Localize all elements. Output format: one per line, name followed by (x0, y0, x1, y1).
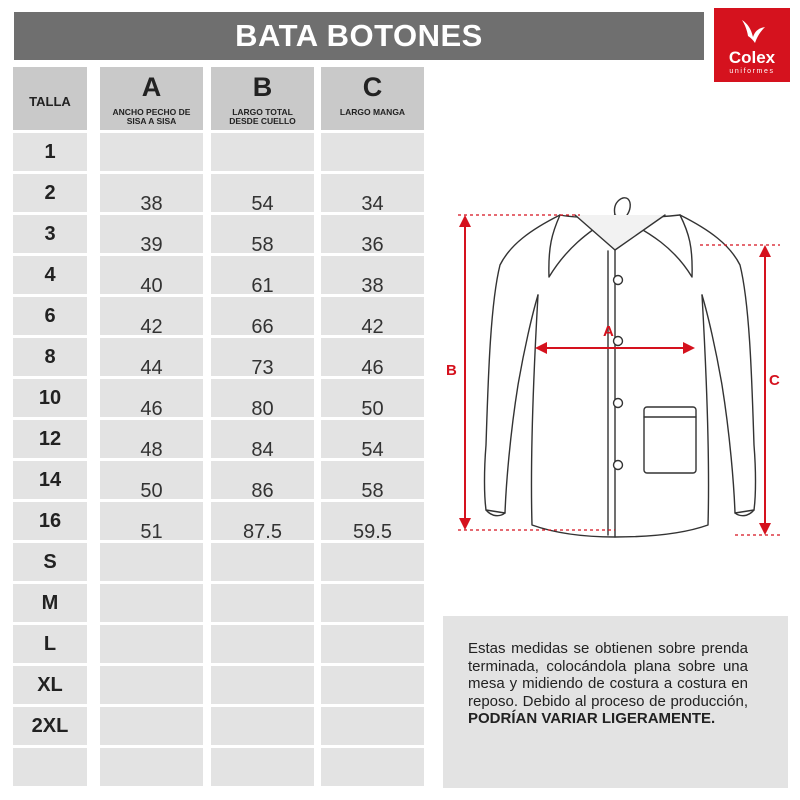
measurement-value: 50 (361, 398, 384, 420)
measurement-value: 80 (251, 398, 274, 420)
size-label: 14 (38, 469, 62, 491)
measurement-value: 40 (140, 275, 163, 297)
table-cell (100, 584, 203, 622)
size-label: L (43, 633, 57, 655)
measurement-value: 36 (361, 234, 384, 256)
table-cell (211, 666, 314, 704)
measurement-value: 38 (361, 275, 384, 297)
measurement-value: 51 (140, 521, 163, 543)
measurement-value: 34 (361, 193, 384, 215)
dimension-label-a: A (603, 323, 614, 340)
dimension-label-c: C (769, 372, 780, 389)
size-label: XL (37, 674, 63, 696)
size-label: 3 (44, 223, 56, 245)
table-cell (13, 748, 87, 786)
column-letter: A (141, 72, 162, 102)
measurement-value: 54 (361, 439, 384, 461)
measurement-value: 54 (251, 193, 274, 215)
note-text: Estas medidas se obtienen sobre prenda terminada, colocándola plana sobre una mesa y midiendo de costura a costura en reposo. Debido al proceso de producción, (468, 640, 748, 710)
size-column-header: TALLA (29, 94, 71, 109)
column-description: ANCHO PECHO DE SISA A SISA (112, 107, 191, 126)
measurement-value: 44 (140, 357, 163, 379)
size-label: 16 (38, 510, 62, 532)
size-label: 1 (44, 141, 56, 163)
table-cell (100, 748, 203, 786)
table-cell (100, 707, 203, 745)
measurement-value: 87.5 (243, 521, 282, 543)
measurement-value: 46 (140, 398, 163, 420)
size-label: 2 (44, 182, 56, 204)
measurement-value: 61 (251, 275, 274, 297)
measurement-value: 58 (361, 480, 384, 502)
measurement-value: 38 (140, 193, 163, 215)
measurement-value: 46 (361, 357, 384, 379)
size-label: 10 (38, 387, 62, 409)
brand-name: Colex (728, 48, 776, 67)
measurement-value: 73 (251, 357, 274, 379)
page-title: BATA BOTONES (235, 18, 483, 53)
size-label: M (41, 592, 59, 614)
table-cell (321, 666, 424, 704)
jacket-icon (440, 185, 790, 550)
colex-logo (714, 8, 790, 82)
table-cell (100, 543, 203, 581)
measurement-value: 86 (251, 480, 274, 502)
table-cell (211, 707, 314, 745)
measurement-value: 39 (140, 234, 163, 256)
size-label: 4 (44, 264, 56, 286)
size-label: 2XL (31, 715, 69, 737)
table-cell (211, 133, 314, 171)
table-cell (321, 133, 424, 171)
column-description: LARGO MANGA (339, 107, 406, 117)
column-letter: C (362, 72, 383, 102)
measurement-value: 59.5 (353, 521, 392, 543)
measurement-value: 48 (140, 439, 163, 461)
note-emphasis: PODRÍAN VARIAR LIGERAMENTE. (468, 710, 716, 728)
measurement-value: 66 (251, 316, 274, 338)
column-letter: B (252, 72, 273, 102)
table-cell (211, 625, 314, 663)
measurement-value: 42 (361, 316, 384, 338)
table-cell (211, 584, 314, 622)
table-cell (321, 625, 424, 663)
bird-icon (738, 16, 768, 46)
measurement-value: 58 (251, 234, 274, 256)
table-cell (100, 133, 203, 171)
table-cell (321, 543, 424, 581)
table-cell (211, 748, 314, 786)
table-cell (100, 666, 203, 704)
column-description: LARGO TOTAL DESDE CUELLO (229, 107, 296, 126)
brand-tagline: uniformes (729, 68, 775, 75)
dimension-label-b: B (446, 362, 457, 379)
size-label: 6 (44, 305, 56, 327)
table-cell (321, 748, 424, 786)
measurement-value: 84 (251, 439, 274, 461)
table-cell (321, 707, 424, 745)
title-bar (14, 12, 704, 60)
size-label: 8 (44, 346, 56, 368)
measurement-note (443, 616, 788, 788)
table-cell (211, 543, 314, 581)
measurement-value: 42 (140, 316, 163, 338)
table-cell (321, 584, 424, 622)
jacket-diagram (440, 185, 790, 550)
size-label: 12 (38, 428, 62, 450)
measurement-value: 50 (140, 480, 163, 502)
table-cell (100, 625, 203, 663)
size-label: S (43, 551, 57, 573)
